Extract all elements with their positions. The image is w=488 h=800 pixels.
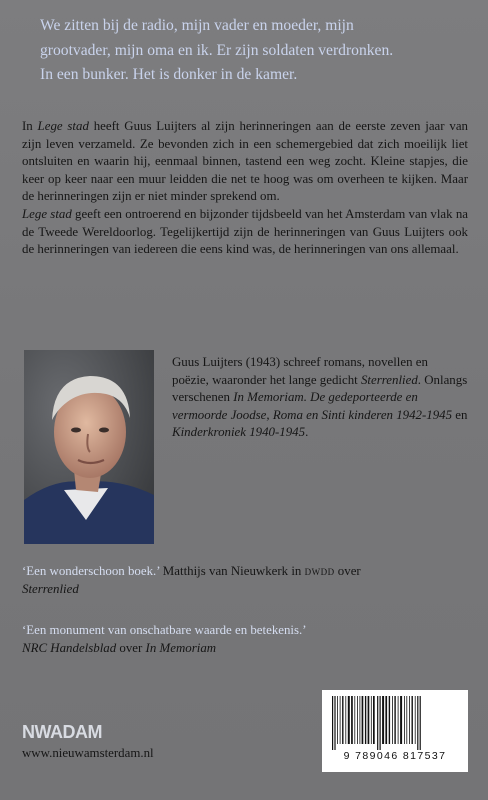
bio-text: Guus Luijters (1943) schreef romans, novellen en poëzie, waaronder het lange gedicht (172, 355, 428, 387)
book-blurb (22, 118, 468, 259)
review-over: over (334, 564, 361, 578)
review-source: Matthijs van Nieuwkerk in (159, 564, 305, 578)
review-text: ‘Een wonderschoon boek.’ (22, 564, 160, 578)
review-work: Sterrenlied (22, 581, 79, 596)
intro-line: We zitten bij de radio, mijn vader en moeder, mijn (40, 17, 354, 34)
blurb-text: heeft Guus Luijters al zijn herinneringen aan de eerste zeven jaar van zijn leven verzameld. Ze bevonden zich in een schemergebied dat zich moeilijk liet ontsluiten en waarin hij, eenmaal binnen, tastend een weg zocht. Kleine stapjes, die keer op keer naar een muur leidden die net te hoog was om overheen te kijken. Maar de herinneringen zijn er niet minder sprekend om. (22, 119, 468, 204)
review-over: over (116, 640, 146, 655)
review-work: In Memoriam (145, 640, 217, 655)
review-quote-2 (22, 622, 468, 657)
review-text: ‘Een monument van onschatbare waarde en betekenis.’ (22, 623, 307, 637)
review-outlet: dwdd (304, 564, 335, 578)
author-photo (24, 350, 154, 544)
author-portrait-image (24, 350, 154, 544)
author-bio (172, 354, 468, 442)
blurb-paragraph-1: In Lege stad heeft Guus Luijters al zijn herinneringen aan de eerste zeven jaar van zijn leven verzameld. Ze bevonden zich in een schemergebied dat zich moeilijk liet ontsluiten en waarin hij, eenmaal binnen, tastend een weg zocht. Kleine stapjes, die keer op keer naar een muur leidden die net te hoog was om overheen te kijken. Maar de herinneringen zijn er niet minder sprekend om. (22, 119, 468, 204)
intro-line: In een bunker. Het is donker in de kamer. (40, 66, 298, 83)
book-title: Lege stad (22, 206, 72, 221)
isbn-number: 9 789046 817537 (343, 750, 447, 762)
blurb-text: geeft een ontroerend en bijzonder tijdsbeeld van het Amsterdam van vlak na de Tweede Wereldoorlog. Tegelijkertijd zijn de herinneringen van Guus Luijters ook de herinneringen van iedereen die eens kind was, de herinneringen van ons allemaal. (22, 206, 468, 257)
bio-title: Kinderkroniek 1940-1945 (172, 425, 306, 440)
intro-line: grootvader, mijn oma en ik. Er zijn soldaten verdronken. (40, 41, 394, 59)
blurb-paragraph-2 (22, 206, 468, 259)
intro-quote (40, 14, 460, 88)
bio-title: In Memoriam. De gedeporteerde en vermoorde Joodse, Roma en Sinti kinderen 1942-1945 (172, 390, 453, 422)
review-quote-1 (22, 563, 468, 598)
barcode-bars (330, 696, 460, 750)
publisher-logo: NWADAM (22, 722, 102, 742)
publisher-website: www.nieuwamsterdam.nl (22, 746, 154, 760)
isbn-barcode (322, 690, 468, 772)
bio-title: Sterrenlied (360, 372, 418, 387)
bio-text: . (305, 425, 309, 440)
review-source: NRC Handelsblad (22, 640, 117, 655)
book-title: Lege stad (37, 119, 89, 133)
bio-text: en (452, 407, 468, 422)
bio-text: . Onlangs verschenen (172, 372, 468, 405)
